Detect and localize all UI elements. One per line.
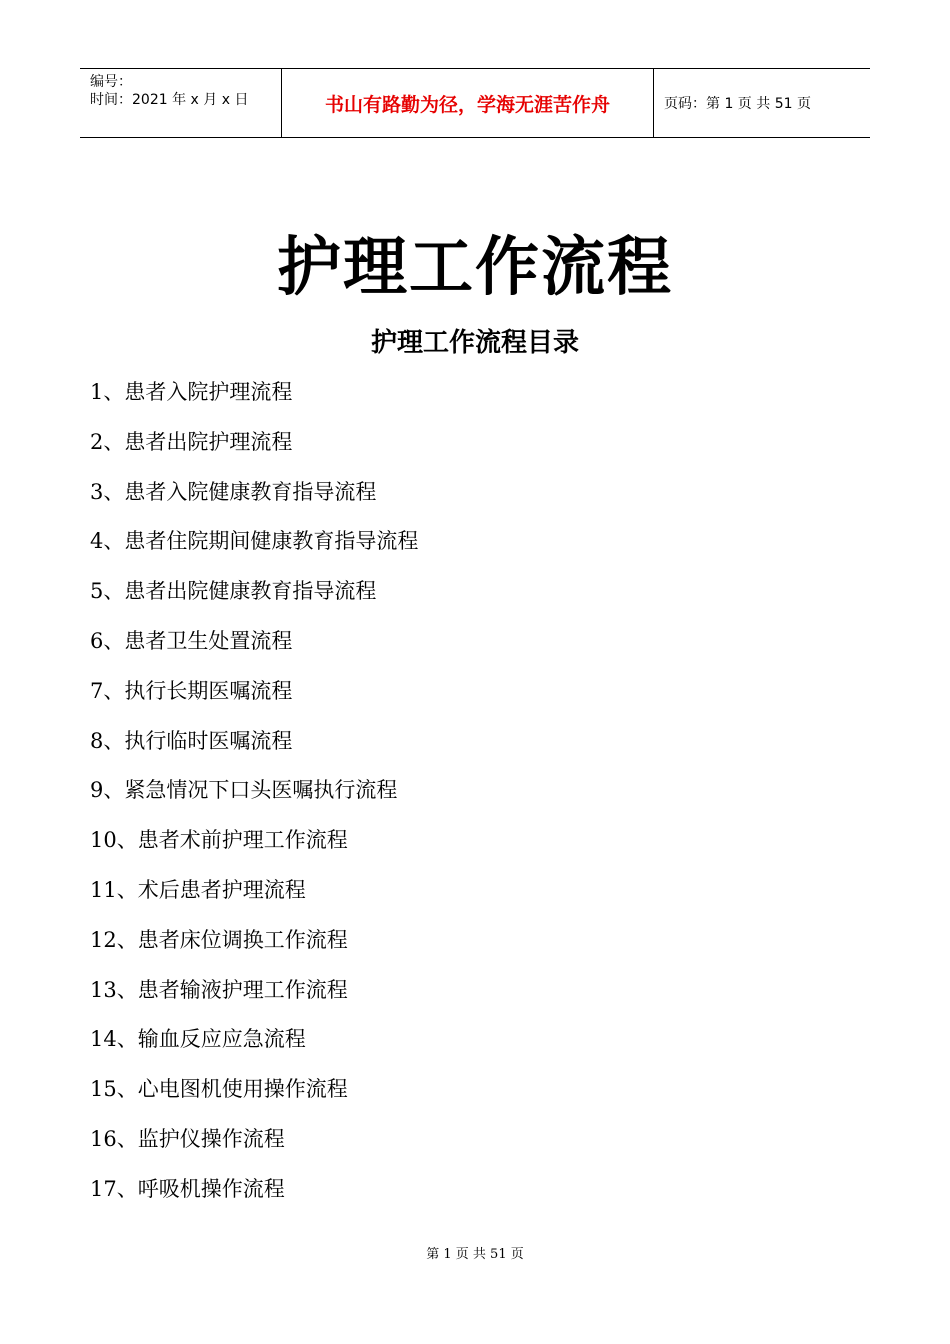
toc-item: 3、患者入院健康教育指导流程 — [90, 479, 377, 504]
toc-item: 9、紧急情况下口头医嘱执行流程 — [90, 778, 398, 803]
header-page-info: 页码：第 1 页 共 51 页 — [664, 96, 811, 112]
number-label: 编号： — [90, 74, 132, 90]
toc-item: 7、执行长期医嘱流程 — [90, 678, 293, 703]
toc-item: 10、患者术前护理工作流程 — [90, 828, 348, 853]
toc-item: 16、监护仪操作流程 — [90, 1126, 285, 1151]
toc-item: 14、输血反应应急流程 — [90, 1027, 306, 1052]
time-label: 时间：2021 年 x 月 x 日 — [90, 92, 249, 108]
header-motto: 书山有路勤为径，学海无涯苦作舟 — [282, 69, 654, 137]
toc-item: 8、执行临时医嘱流程 — [90, 728, 293, 753]
toc-item: 4、患者住院期间健康教育指导流程 — [90, 529, 419, 554]
page-header — [80, 68, 870, 138]
toc-item: 2、患者出院护理流程 — [90, 429, 293, 454]
toc-heading: 护理工作流程目录 — [370, 328, 579, 358]
table-of-contents — [90, 377, 418, 1224]
header-meta — [80, 69, 282, 137]
toc-item: 5、患者出院健康教育指导流程 — [90, 579, 377, 604]
toc-item: 11、术后患者护理流程 — [90, 877, 306, 902]
toc-item: 6、患者卫生处置流程 — [90, 628, 293, 653]
toc-item: 15、心电图机使用操作流程 — [90, 1077, 348, 1102]
page-footer: 第 1 页 共 51 页 — [426, 1247, 524, 1262]
toc-item: 12、患者床位调换工作流程 — [90, 927, 348, 952]
document-title: 护理工作流程 — [277, 230, 673, 305]
toc-item: 13、患者输液护理工作流程 — [90, 977, 348, 1002]
toc-item: 17、呼吸机操作流程 — [90, 1176, 285, 1201]
toc-item: 1、患者入院护理流程 — [90, 380, 293, 404]
